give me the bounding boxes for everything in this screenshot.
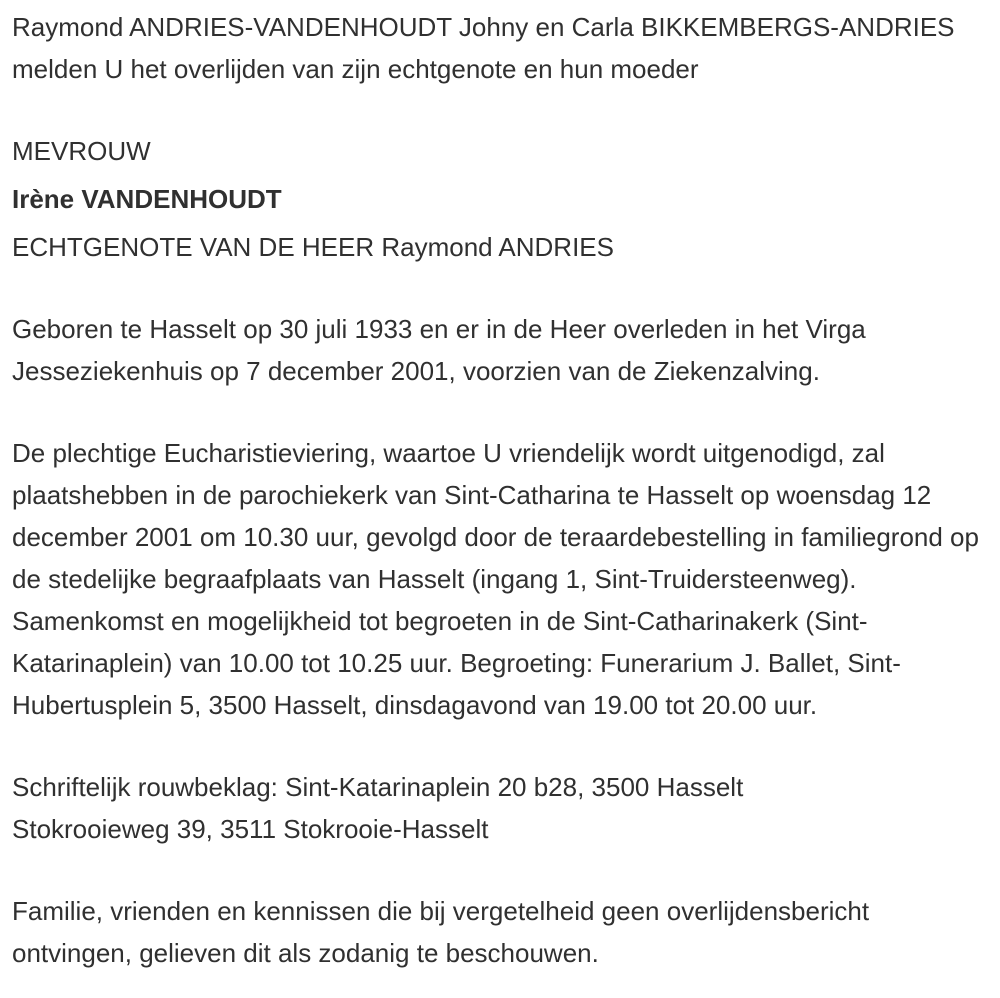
birth-death-paragraph: Geboren te Hasselt op 30 juli 1933 en er in de Heer overleden in het Virga Jesseziekenhuis op 7 december 2001, voorzien van de Ziekenzalving. [12, 314, 866, 386]
deceased-name: Irène VANDENHOUDT [12, 184, 282, 214]
deceased-header [12, 130, 986, 268]
ceremony-paragraph: De plechtige Eucharistieviering, waartoe U vriendelijk wordt uitgenodigd, zal plaatshebben in de parochiekerk van Sint-Catharina te Hasselt op woensdag 12 december 2001 om 10.30 uur, gevolgd door de teraardebestelling in familiegrond op de stedelijke begraafplaats van Hasselt (ingang 1, Sint-Truidersteenweg). Samenkomst en mogelijkheid tot begroeten in de Sint-Catharinakerk (Sint-Katarinaplein) van 10.00 tot 10.25 uur. Begroeting: Funerarium J. Ballet, Sint-Hubertusplein 5, 3500 Hasselt, dinsdagavond van 19.00 tot 20.00 uur. [12, 438, 979, 720]
salutation: MEVROUW [12, 136, 151, 166]
condolence-address-line-2: Stokrooieweg 39, 3511 Stokrooie-Hasselt [12, 814, 489, 844]
spouse-line: ECHTGENOTE VAN DE HEER Raymond ANDRIES [12, 232, 614, 262]
closing-paragraph: Familie, vrienden en kennissen die bij vergetelheid geen overlijdensbericht ontvingen, gelieven dit als zodanig te beschouwen. [12, 896, 870, 968]
condolence-paragraph [12, 766, 986, 850]
intro-paragraph: Raymond ANDRIES-VANDENHOUDT Johny en Carla BIKKEMBERGS-ANDRIES melden U het overlijden van zijn echtgenote en hun moeder [12, 12, 955, 84]
condolence-address-line-1: Schriftelijk rouwbeklag: Sint-Katarinaplein 20 b28, 3500 Hasselt [12, 772, 744, 802]
